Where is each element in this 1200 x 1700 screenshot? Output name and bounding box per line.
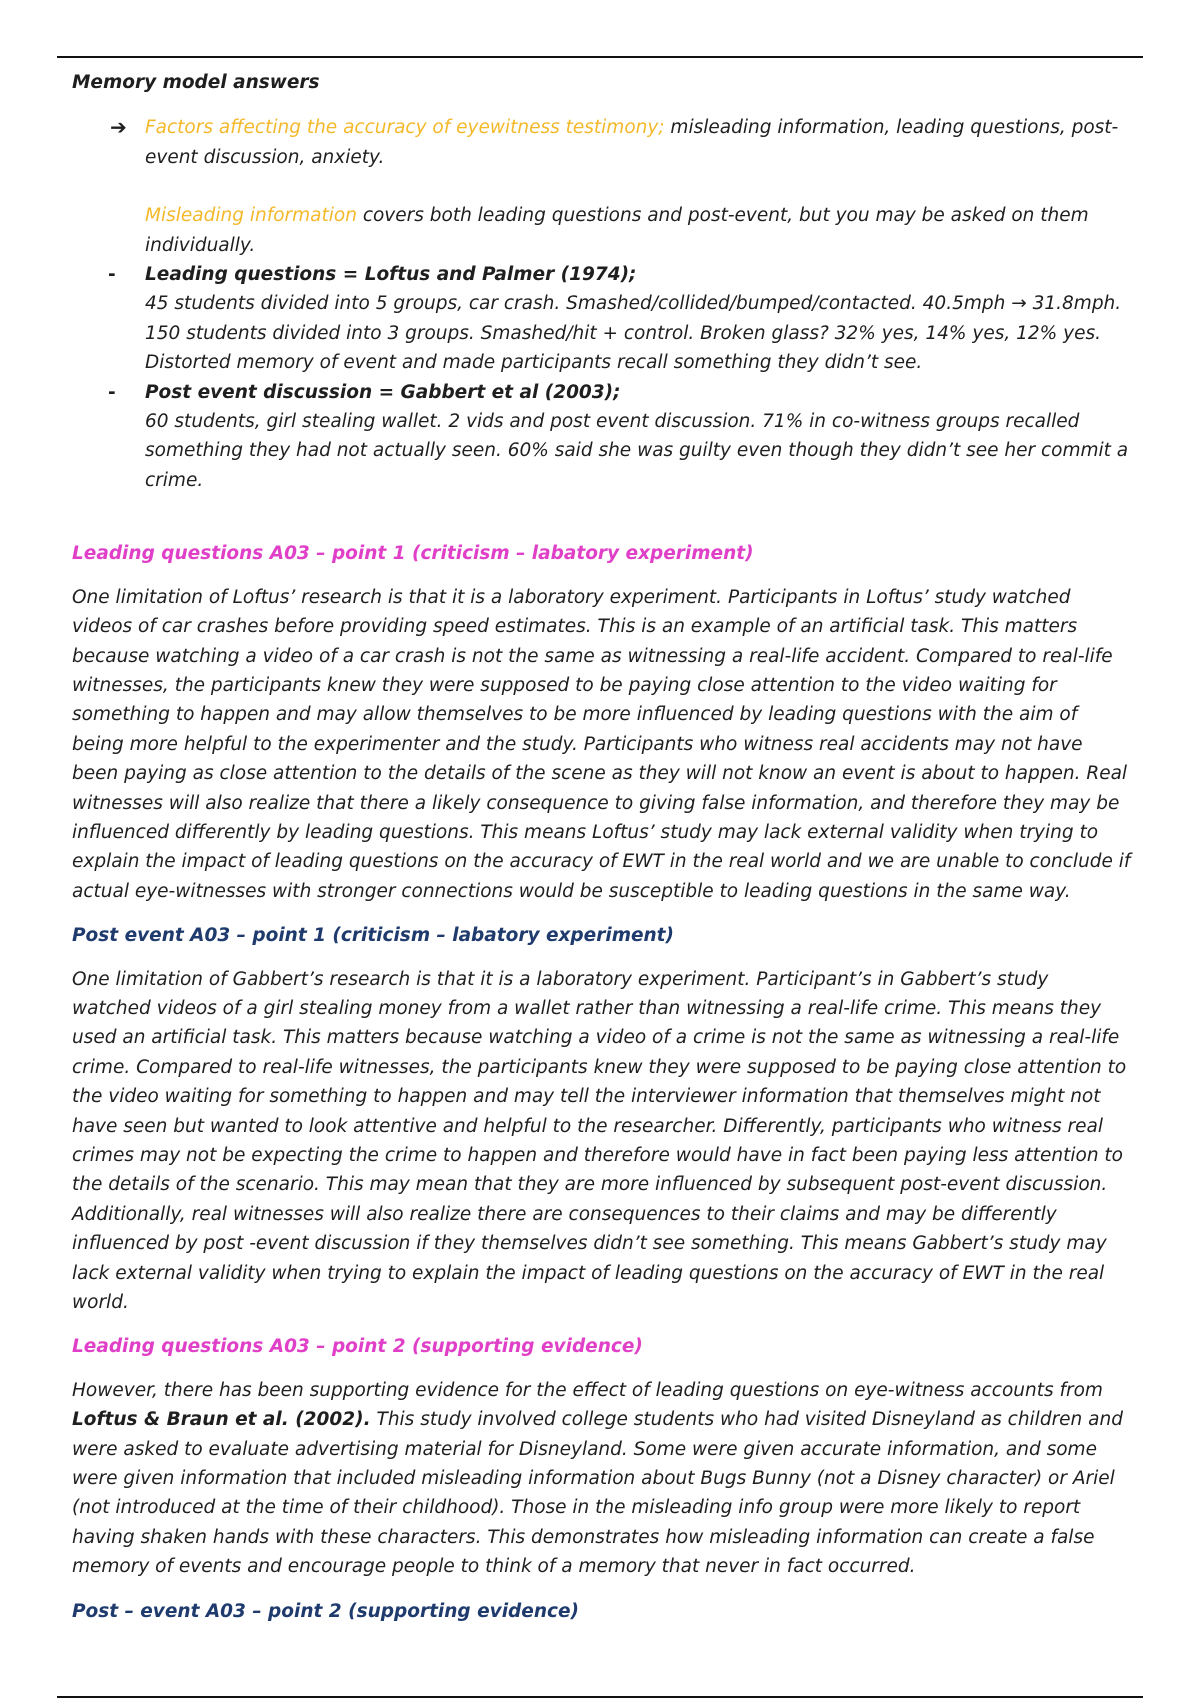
section-leading-point-1: [72, 539, 1132, 906]
section-paragraph: One limitation of Loftus’ research is that it is a laboratory experiment. Participants in Loftus’ study watched videos of car crashes before providing speed estimates. This is an example of an artificial task. This matters because watching a video of a car crash is not the same as witnessing a real-life accident. Compared to real-life witnesses, the participants knew they were supposed to be paying close attention to the video waiting for something to happen and may allow themselves to be more influenced by leading questions with the aim of being more helpful to the experimenter and the study. Participants who witness real accidents may not have been paying as close attention to the details of the scene as they will not know an event is about to happen. Real witnesses will also realize that there a likely consequence to giving false information, and therefore they may be influenced differently by leading questions. This means Loftus’ study may lack external validity when trying to explain the impact of leading questions on the accuracy of EWT in the real world and we are unable to conclude if actual eye-witnesses with stronger connections would be susceptible to leading questions in the same way.: [72, 586, 1131, 902]
section-heading: Post event A03 – point 1 (criticism – labatory experiment): [72, 925, 674, 947]
document-body: [72, 68, 1132, 1640]
section-post-event-point-1: [72, 921, 1132, 1317]
leading-questions-heading: Leading questions = Loftus and Palmer (1974);: [145, 264, 637, 286]
right-arrow-icon: ➔: [110, 115, 127, 140]
paragraph-text: This study involved college students who had visited Disneyland as children and were asked to evaluate advertising material for Disneyland. Some were given accurate information, and some were given information that included misleading information about Bugs Bunny (not a Disney character) or Ariel (not introduced at the time of their childhood). Those in the misleading info group were more likely to report having shaken hands with these characters. This demonstrates how misleading information can create a false memory of events and encourage people to think of a memory that never in fact occurred.: [72, 1409, 1123, 1578]
dash-bullet-icon: -: [108, 381, 116, 403]
post-event-item: [72, 378, 1132, 496]
dash-bullet-icon: -: [108, 264, 116, 286]
leading-line-3: Distorted memory of event and made participants recall something they didn’t see.: [145, 352, 923, 374]
post-event-text: 60 students, girl stealing wallet. 2 vids and post event discussion. 71% in co-witness groups recalled something they had not actually seen. 60% said she was guilty even though they didn’t see her commit a crime.: [145, 411, 1129, 491]
leading-line-2: 150 students divided into 3 groups. Smashed/hit + control. Broken glass? 32% yes, 14% yes, 12% yes.: [145, 322, 1101, 344]
section-heading: Leading questions A03 – point 2 (supporting evidence): [72, 1336, 643, 1358]
section-leading-point-2: [72, 1332, 1132, 1581]
section-paragraph: One limitation of Gabbert’s research is that it is a laboratory experiment. Participant’s in Gabbert’s study watched videos of a girl stealing money from a wallet rather than witnessing a real-life crime. This means they used an artificial task. This matters because watching a video of a crime is not the same as witnessing a real-life crime. Compared to real-life witnesses, the participants knew they were supposed to be paying close attention to the video waiting for something to happen and may tell the interviewer information that themselves might not have seen but wanted to look attentive and helpful to the researcher. Differently, participants who witness real crimes may not be expecting the crime to happen and therefore would have in fact been paying less attention to the details of the scenario. This may mean that they are more influenced by subsequent post-event discussion. Additionally, real witnesses will also realize there are consequences to their claims and may be differently influenced by post -event discussion if they themselves didn’t see something. This means Gabbert’s study may lack external validity when trying to explain the impact of leading questions on the accuracy of EWT in the real world.: [72, 968, 1127, 1314]
factors-label: Factors affecting the accuracy of eyewitness testimony;: [145, 117, 665, 139]
misleading-label: Misleading information: [145, 205, 357, 227]
section-paragraph: [72, 1376, 1132, 1582]
post-event-heading: Post event discussion = Gabbert et al (2003);: [145, 381, 621, 403]
misleading-info-note: [72, 201, 1132, 260]
section-post-event-point-2: [72, 1597, 1132, 1626]
factors-text: misleading information, leading questions, post-event discussion, anxiety.: [145, 117, 1119, 168]
factors-item: [72, 113, 1132, 172]
document-title: Memory model answers: [72, 72, 320, 93]
leading-questions-item: [72, 260, 1132, 378]
section-heading: Post – event A03 – point 2 (supporting evidence): [72, 1600, 579, 1622]
reference-citation: Loftus & Braun et al. (2002).: [72, 1409, 371, 1431]
bottom-rule: [57, 1696, 1143, 1698]
top-rule: [57, 56, 1143, 58]
leading-line-1: 45 students divided into 5 groups, car crash. Smashed/collided/bumped/contacted. 40.5mph → 31.8mph.: [145, 293, 1122, 315]
paragraph-text: However, there has been supporting evidence for the effect of leading questions on eye-witness accounts from: [72, 1379, 1103, 1401]
misleading-text: covers both leading questions and post-event, but you may be asked on them individually.: [145, 205, 1089, 256]
section-heading: Leading questions A03 – point 1 (criticism – labatory experiment): [72, 543, 754, 565]
